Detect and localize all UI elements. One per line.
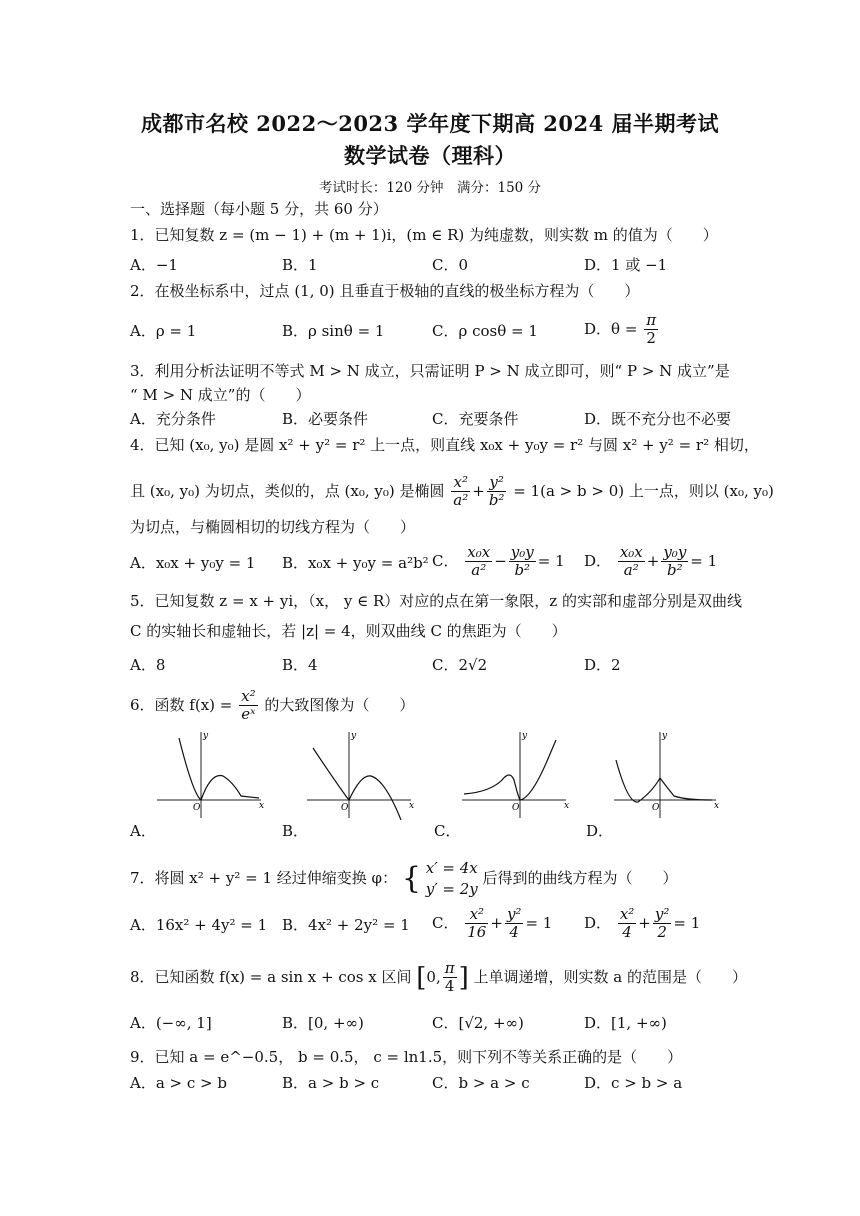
q8-interval-open: [ — [416, 962, 427, 993]
q7-stem — [130, 858, 740, 900]
q4-stem-line2: 且 (x₀, y₀) 为切点，类似的，点 (x₀, y₀) 是椭圆 $\frac{\text{x²}}{\text{a²}}$ + $\frac{\text{y²}}{\text{b²}}$ = 1(a > b > 0) 上一点，则以 (x₀, y₀) — [130, 473, 774, 510]
svg-text:x: x — [714, 801, 720, 811]
q6-option-a: A． — [130, 822, 156, 840]
svg-text:O: O — [341, 803, 349, 813]
q7-brace: { — [401, 861, 421, 896]
q4-option-c-frac2: $\frac{\text{y₀y}}{\text{b²}}$ — [510, 543, 534, 580]
q6-function-fraction: $\frac{\text{x²}}{\text{eˣ}}$ — [241, 687, 256, 724]
q4-option-c-frac1: $\frac{\text{x₀x}}{\text{a²}}$ — [467, 543, 491, 580]
q8-option-d: D．[1, +∞) — [584, 1014, 667, 1032]
q6-option-c: C． — [434, 822, 461, 840]
svg-text:O: O — [193, 803, 201, 813]
q9-options — [130, 1072, 740, 1098]
q8-stem — [130, 959, 747, 996]
q7-option-d-label: D． — [584, 913, 612, 932]
q3-option-c: C．充要条件 — [432, 410, 519, 428]
q6-graph-d — [612, 730, 752, 822]
q9-option-d: D．c > b > a — [584, 1074, 683, 1092]
q2-option-d — [584, 312, 660, 348]
q6-graph-a — [155, 730, 295, 822]
q7-options — [130, 906, 740, 946]
q4-option-d-label: D． — [584, 551, 612, 570]
q4-option-d-frac2: $\frac{\text{y₀y}}{\text{b²}}$ — [663, 543, 687, 580]
q7-option-d: D． $\frac{\text{x²}}{4}$ + $\frac{\text{y²}}{2}$ = 1 — [584, 905, 701, 942]
q2-option-c: C．ρ cosθ = 1 — [432, 322, 538, 340]
q6-graph-c — [460, 730, 600, 822]
q1-option-a: A．−1 — [130, 256, 178, 274]
q1-option-c: C．0 — [432, 256, 469, 274]
q7-option-b: B．4x² + 2y² = 1 — [282, 916, 410, 934]
q7-option-c-frac1: $\frac{\text{x²}}{16}$ — [467, 905, 487, 942]
q5-option-b: B．4 — [282, 656, 318, 674]
q8-option-c: C．[√2, +∞) — [432, 1014, 524, 1032]
q4-stem-line2-part2: = 1(a > b > 0) 上一点，则以 (x₀, y₀) — [513, 481, 774, 500]
q6-stem — [130, 688, 740, 724]
q4-stem-line3: 为切点，与椭圆相切的切线方程为（ ） — [130, 518, 416, 536]
svg-text:y: y — [203, 731, 209, 741]
section-heading: 一、选择题（每小题 5 分，共 60 分） — [130, 200, 388, 218]
q7-system-line1: x′ = 4x — [425, 859, 478, 877]
q7-system-line2: y′ = 2y — [425, 880, 478, 898]
q2-option-d-label: D．θ = — [584, 319, 638, 338]
q3-options — [130, 408, 740, 434]
q6-stem-part1: 6．函数 f(x) = — [130, 695, 233, 714]
svg-text:O: O — [512, 803, 520, 813]
q5-options — [130, 654, 740, 680]
q1-stem: 1．已知复数 z = (m − 1) + (m + 1)i，(m ∈ R) 为纯虚数，则实数 m 的值为（ ） — [130, 226, 718, 244]
q8-interval-close: ] — [458, 962, 469, 993]
q4-option-c: C． $\frac{\text{x₀x}}{\text{a²}}$ − $\frac{\text{y₀y}}{\text{b²}}$ = 1 — [432, 543, 565, 580]
q2-option-b: B．ρ sinθ = 1 — [282, 322, 385, 340]
q3-option-b: B．必要条件 — [282, 410, 369, 428]
svg-text:O: O — [652, 803, 660, 813]
q9-option-a: A．a > c > b — [130, 1074, 227, 1092]
q1-option-d: D．1 或 −1 — [584, 256, 668, 274]
q7-option-c-label: C． — [432, 913, 459, 932]
exam-subject-title: 数学试卷（理科） — [344, 143, 516, 168]
q8-stem-part1: 8．已知函数 f(x) = a sin x + cos x 区间 — [130, 967, 412, 986]
svg-text:x: x — [259, 801, 265, 811]
exam-info: 考试时长：120 分钟 满分：150 分 — [318, 180, 542, 196]
q1-options — [130, 254, 740, 280]
q2-stem: 2．在极坐标系中，过点 (1, 0) 且垂直于极轴的直线的极坐标方程为（ ） — [130, 282, 640, 300]
q7-option-c: C． $\frac{\text{x²}}{16}$ + $\frac{\text{y²}}{4}$ = 1 — [432, 905, 553, 942]
q5-option-d: D．2 — [584, 656, 621, 674]
svg-text:x: x — [564, 801, 570, 811]
q7-stem-part2: 后得到的曲线方程为（ ） — [482, 869, 678, 887]
q7-system — [426, 858, 478, 900]
svg-text:y: y — [351, 731, 357, 741]
q8-interval-fraction: $\frac{\pi}{4}$ — [444, 959, 455, 996]
q3-stem-line2: “ M > N 成立”的（ ） — [130, 386, 311, 404]
q9-option-b: B．a > b > c — [282, 1074, 380, 1092]
q3-option-d: D．既不充分也不必要 — [584, 410, 732, 428]
q1-option-b: B．1 — [282, 256, 318, 274]
q3-option-a: A．充分条件 — [130, 410, 216, 428]
q2-option-a: A．ρ = 1 — [130, 322, 197, 340]
q5-stem-line2: C 的实轴长和虚轴长，若 |z| = 4，则双曲线 C 的焦距为（ ） — [130, 622, 567, 640]
q2-option-d-fraction: $\frac{\pi}{2}$ — [646, 311, 657, 348]
q4-option-d-frac1: $\frac{\text{x₀x}}{\text{a²}}$ — [619, 543, 643, 580]
q8-option-a: A．(−∞, 1] — [130, 1014, 212, 1032]
q4-option-a: A．x₀x + y₀y = 1 — [130, 554, 256, 572]
q7-option-c-frac2: $\frac{\text{y²}}{4}$ — [506, 905, 522, 942]
q5-stem-line1: 5．已知复数 z = x + yi，（x， y ∈ R）对应的点在第一象限，z 的实部和虚部分别是双曲线 — [130, 592, 742, 610]
q7-option-d-frac1: $\frac{\text{x²}}{4}$ — [619, 905, 635, 942]
q4-options — [130, 544, 740, 584]
q6-stem-part2: 的大致图像为（ ） — [264, 695, 415, 714]
q4-ellipse-fraction-x: $\frac{\text{x²}}{\text{a²}}$ — [453, 473, 469, 510]
q4-stem-line2-part1: 且 (x₀, y₀) 为切点，类似的，点 (x₀, y₀) 是椭圆 — [130, 481, 445, 500]
q8-interval-start: 0, — [426, 967, 441, 986]
q5-option-c: C．2√2 — [432, 656, 488, 674]
q8-stem-part2: 上单调递增，则实数 a 的范围是（ ） — [473, 967, 747, 986]
q4-option-c-label: C． — [432, 551, 459, 570]
q6-graph-b — [305, 730, 445, 822]
q6-option-b: B． — [282, 822, 309, 840]
q2-options — [130, 311, 740, 356]
exam-title: 成都市名校 2022～2023 学年度下期高 2024 届半期考试 — [140, 111, 720, 136]
svg-text:y: y — [662, 731, 668, 741]
q7-option-d-frac2: $\frac{\text{y²}}{2}$ — [654, 905, 670, 942]
q4-option-d: D． $\frac{\text{x₀x}}{\text{a²}}$ + $\frac{\text{y₀y}}{\text{b²}}$ = 1 — [584, 543, 718, 580]
q9-option-c: C．b > a > c — [432, 1074, 530, 1092]
q3-stem-line1: 3．利用分析法证明不等式 M > N 成立，只需证明 P > N 成立即可，则“ P > N 成立”是 — [130, 362, 730, 380]
q8-option-b: B．[0, +∞) — [282, 1014, 364, 1032]
q4-stem-line1: 4．已知 (x₀, y₀) 是圆 x² + y² = r² 上一点，则直线 x₀x + y₀y = r² 与圆 x² + y² = r² 相切， — [130, 436, 759, 454]
q4-ellipse-fraction-y: $\frac{\text{y²}}{\text{b²}}$ — [488, 473, 505, 510]
q9-stem: 9．已知 a = e^−0.5， b = 0.5， c = ln1.5，则下列不等关系正确的是（ ） — [130, 1048, 683, 1066]
q7-stem-part1: 7．将圆 x² + y² = 1 经过伸缩变换 φ： — [130, 869, 398, 887]
q8-options — [130, 1012, 740, 1038]
svg-text:y: y — [522, 731, 528, 741]
q7-option-a: A．16x² + 4y² = 1 — [130, 916, 268, 934]
q4-option-b: B．x₀x + y₀y = a²b² — [282, 554, 429, 572]
q6-option-d: D． — [586, 822, 614, 840]
svg-text:x: x — [409, 801, 415, 811]
q5-option-a: A．8 — [130, 656, 166, 674]
